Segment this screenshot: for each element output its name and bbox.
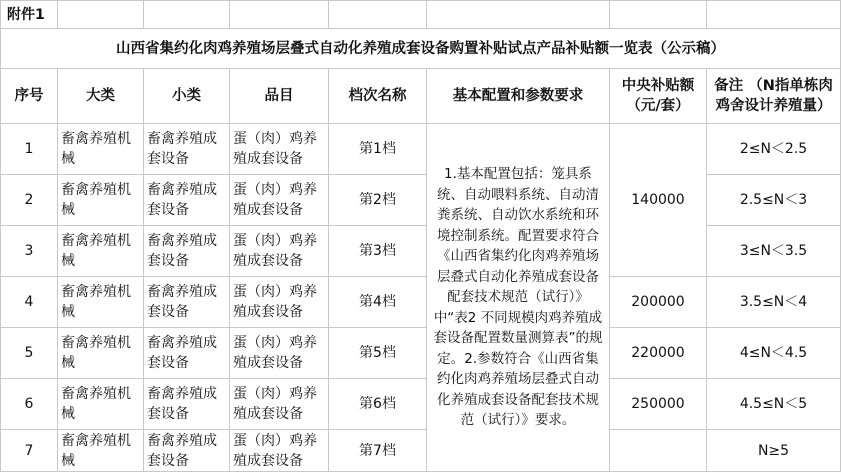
row-item: 蛋（肉）鸡养殖成套设备 [230, 226, 329, 277]
header-seq: 序号 [1, 69, 58, 124]
row-tier: 第7档 [329, 430, 427, 472]
row-category: 畜禽养殖机械 [58, 430, 144, 472]
row-seq: 2 [1, 175, 58, 226]
row-category: 畜禽养殖机械 [58, 277, 144, 328]
header-subcategory: 小类 [144, 69, 230, 124]
row-seq: 3 [1, 226, 58, 277]
header-tier: 档次名称 [329, 69, 427, 124]
row-tier: 第1档 [329, 124, 427, 175]
row-seq: 4 [1, 277, 58, 328]
row-item: 蛋（肉）鸡养殖成套设备 [230, 175, 329, 226]
header-config: 基本配置和参数要求 [427, 69, 610, 124]
row-item: 蛋（肉）鸡养殖成套设备 [230, 277, 329, 328]
subsidy-tier-5: 220000 [610, 328, 707, 379]
header-subsidy: 中央补贴额（元/套） [610, 69, 707, 124]
config-requirements: 1.基本配置包括：笼具系统、自动喂料系统、自动清粪系统、自动饮水系统和环境控制系统。配置要求符合《山西省集约化肉鸡养殖场层叠式自动化养殖成套设备配套技术规范（试行）》中“表2 不同规模肉鸡养殖成套设备配置数量测算表”的规定。2.参数符合《山西省集约化肉鸡养殖场层叠式自动化养殖成套设备配套技术规范（试行）》要求。 [427, 124, 610, 472]
row-remark: 2.5≤N＜3 [707, 175, 841, 226]
header-category: 大类 [58, 69, 144, 124]
table-row [1, 379, 841, 430]
row-category: 畜禽养殖机械 [58, 124, 144, 175]
table-row [1, 175, 841, 226]
subsidy-tier-6: 250000 [610, 379, 707, 430]
row-tier: 第3档 [329, 226, 427, 277]
row-remark: N≥5 [707, 430, 841, 472]
row-category: 畜禽养殖机械 [58, 328, 144, 379]
table-row [1, 430, 841, 472]
row-seq: 5 [1, 328, 58, 379]
attachment-row [1, 1, 841, 29]
row-remark: 2≤N＜2.5 [707, 124, 841, 175]
table-row [1, 124, 841, 175]
subsidy-tier-7 [610, 430, 707, 472]
row-subcategory: 畜禽养殖成套设备 [144, 277, 230, 328]
row-category: 畜禽养殖机械 [58, 379, 144, 430]
row-item: 蛋（肉）鸡养殖成套设备 [230, 124, 329, 175]
table-row [1, 277, 841, 328]
row-seq: 1 [1, 124, 58, 175]
row-remark: 3≤N＜3.5 [707, 226, 841, 277]
table-row [1, 328, 841, 379]
row-item: 蛋（肉）鸡养殖成套设备 [230, 379, 329, 430]
subsidy-tiers-1-3: 140000 [610, 124, 707, 277]
row-remark: 4≤N＜4.5 [707, 328, 841, 379]
row-tier: 第4档 [329, 277, 427, 328]
row-category: 畜禽养殖机械 [58, 175, 144, 226]
row-subcategory: 畜禽养殖成套设备 [144, 328, 230, 379]
header-item: 品目 [230, 69, 329, 124]
row-seq: 7 [1, 430, 58, 472]
row-subcategory: 畜禽养殖成套设备 [144, 226, 230, 277]
row-tier: 第5档 [329, 328, 427, 379]
header-row [1, 69, 841, 124]
table-row [1, 226, 841, 277]
row-subcategory: 畜禽养殖成套设备 [144, 175, 230, 226]
row-tier: 第6档 [329, 379, 427, 430]
row-category: 畜禽养殖机械 [58, 226, 144, 277]
row-seq: 6 [1, 379, 58, 430]
header-remark: 备注 （N指单栋肉鸡舍设计养殖量） [707, 69, 841, 124]
attachment-label: 附件1 [1, 1, 58, 29]
row-subcategory: 畜禽养殖成套设备 [144, 379, 230, 430]
row-tier: 第2档 [329, 175, 427, 226]
title-row [1, 29, 841, 69]
row-remark: 4.5≤N＜5 [707, 379, 841, 430]
row-remark: 3.5≤N＜4 [707, 277, 841, 328]
row-item: 蛋（肉）鸡养殖成套设备 [230, 430, 329, 472]
row-subcategory: 畜禽养殖成套设备 [144, 124, 230, 175]
subsidy-tier-4: 200000 [610, 277, 707, 328]
row-subcategory: 畜禽养殖成套设备 [144, 430, 230, 472]
row-item: 蛋（肉）鸡养殖成套设备 [230, 328, 329, 379]
table-title: 山西省集约化肉鸡养殖场层叠式自动化养殖成套设备购置补贴试点产品补贴额一览表（公示稿） [1, 29, 841, 69]
